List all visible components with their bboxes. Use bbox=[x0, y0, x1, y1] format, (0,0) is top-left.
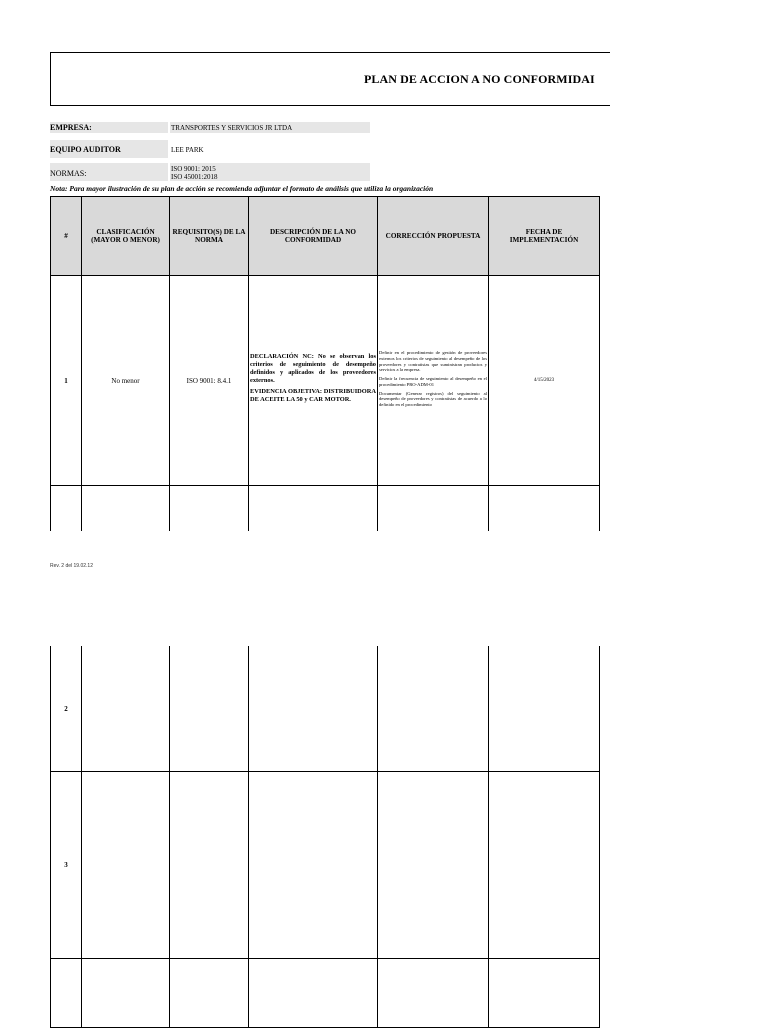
row4-col3 bbox=[169, 958, 249, 1028]
row1-num: 1 bbox=[50, 275, 82, 486]
header-requisito: REQUISITO(S) DE LA NORMA bbox=[169, 196, 249, 276]
normas-value-1: ISO 9001: 2015 bbox=[171, 165, 216, 173]
auditor-label: EQUIPO AUDITOR bbox=[50, 145, 121, 154]
row1-requisito: ISO 9001: 8.4.1 bbox=[169, 275, 249, 486]
row1-corr-2: Definir la frecuencia de seguimiento al desempeño en el procedimiento PRO-ADM-01 bbox=[379, 376, 487, 387]
row-continuation-col5 bbox=[377, 485, 489, 531]
row-continuation-col4 bbox=[248, 485, 378, 531]
row1-corr-3: Documentar (Generar registros) del seguimiento al desempeño de proveedores y contratistas de acuerdo a lo definido en el procedimiento bbox=[379, 390, 487, 408]
auditor-value: LEE PARK bbox=[171, 146, 204, 154]
row-continuation-col6 bbox=[488, 485, 600, 531]
revision-footer: Rev. 2 del 19.02.12 bbox=[50, 563, 93, 569]
header-descripcion: DESCRIPCIÓN DE LA NO CONFORMIDAD bbox=[248, 196, 378, 276]
header-clasificacion: CLASIFICACIÓN (MAYOR O MENOR) bbox=[81, 196, 170, 276]
row2-clasificacion bbox=[81, 646, 170, 772]
empresa-label: EMPRESA: bbox=[50, 123, 92, 132]
row4-col6 bbox=[488, 958, 600, 1028]
empresa-value: TRANSPORTES Y SERVICIOS JR LTDA bbox=[171, 124, 293, 132]
header-fecha: FECHA DE IMPLEMENTACIÓN bbox=[488, 196, 600, 276]
row-continuation-col3 bbox=[169, 485, 249, 531]
row2-requisito bbox=[169, 646, 249, 772]
row-continuation-col1 bbox=[50, 485, 82, 531]
row3-num: 3 bbox=[50, 771, 82, 959]
nota-text: Nota: Para mayor ilustración de su plan de acción se recomienda adjuntar el formato de análisis que utiliza la organización bbox=[50, 184, 434, 193]
header-correccion: CORRECCIÓN PROPUESTA bbox=[377, 196, 489, 276]
header-num: # bbox=[50, 196, 82, 276]
row4-col4 bbox=[248, 958, 378, 1028]
normas-label: NORMAS: bbox=[50, 169, 87, 178]
row1-descripcion bbox=[248, 275, 378, 486]
row1-correccion bbox=[377, 275, 489, 486]
row2-descripcion bbox=[248, 646, 378, 772]
row2-correccion bbox=[377, 646, 489, 772]
row1-clasificacion: No menor bbox=[81, 275, 170, 486]
row4-col1 bbox=[50, 958, 82, 1028]
row1-fecha: 4/15/2023 bbox=[488, 275, 600, 486]
row3-clasificacion bbox=[81, 771, 170, 959]
row3-requisito bbox=[169, 771, 249, 959]
row2-fecha bbox=[488, 646, 600, 772]
normas-value-2: ISO 45001:2018 bbox=[171, 173, 218, 181]
row3-fecha bbox=[488, 771, 600, 959]
row1-desc-declaracion: DECLARACIÓN NC: No se observan los criterios de seguimiento de desempeño definidos y aplicados de los proveedores externos. bbox=[250, 353, 376, 384]
row-continuation-col2 bbox=[81, 485, 170, 531]
row3-correccion bbox=[377, 771, 489, 959]
row1-desc-evidencia: EVIDENCIA OBJETIVA: DISTRIBUIDORA DE ACEITE LA 50 y CAR MOTOR. bbox=[250, 388, 376, 403]
page-title: PLAN DE ACCION A NO CONFORMIDAI bbox=[364, 72, 595, 86]
row1-corr-1: Definir en el procedimiento de gestión de proveedores externos los criterios de seguimiento al desempeño de los proveedores y contratistas que suministran productos y servicios a la empresa. bbox=[379, 350, 487, 373]
row2-num: 2 bbox=[50, 646, 82, 772]
row4-col2 bbox=[81, 958, 170, 1028]
row3-descripcion bbox=[248, 771, 378, 959]
row4-col5 bbox=[377, 958, 489, 1028]
